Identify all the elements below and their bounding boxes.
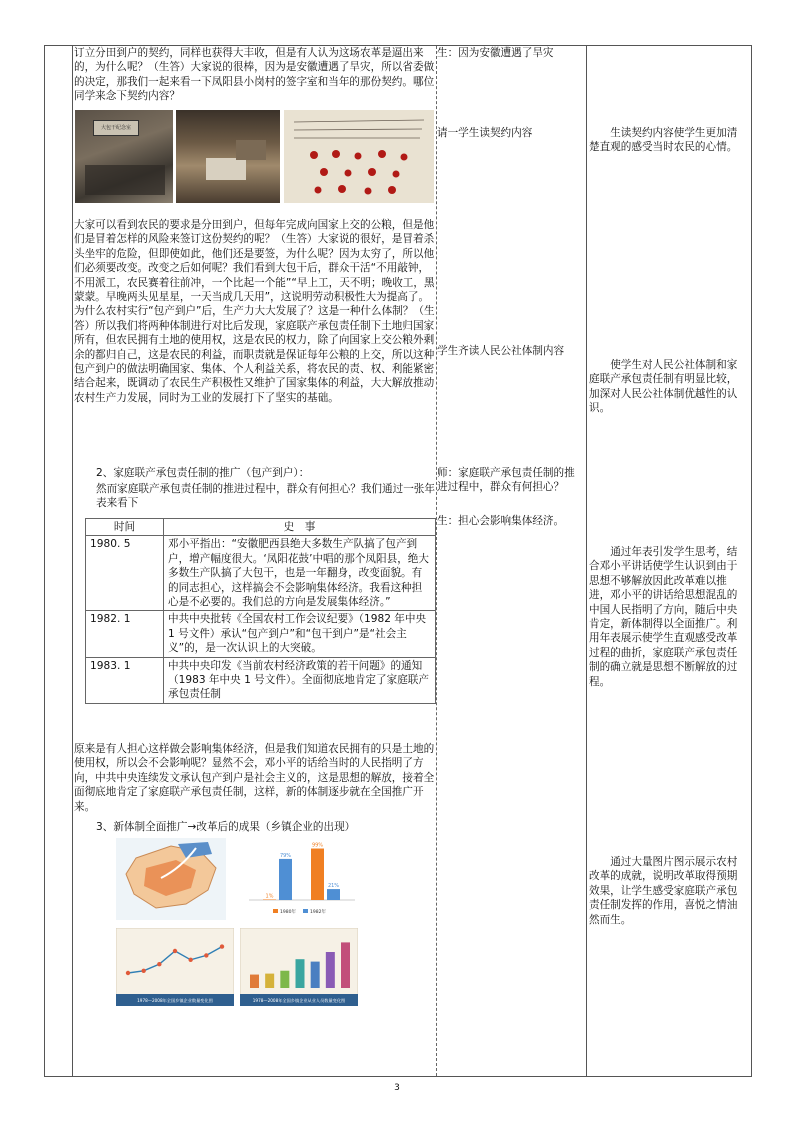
- activity-student-answer: 生：担心会影响集体经济。: [437, 515, 565, 527]
- chart-caption: 1978—2008年全国乡镇企业数量变化图: [137, 998, 213, 1003]
- chart-caption: 1978—2008年全国乡镇企业从业人员数量变化图: [252, 998, 346, 1003]
- timeline-event: 中共中央印发《当前农村经济政策的若干问题》的通知（1983 年中央 1 号文件）。全面彻底地肯定了家庭联产承包责任制: [164, 657, 436, 703]
- bar-value-label: 1%: [265, 893, 274, 900]
- activity-teacher-question: 师：家庭联产承包责任制的推进过程中，群众有何担心？: [437, 467, 575, 494]
- column-divider: [436, 46, 437, 1076]
- bar-value-label: 79%: [279, 852, 292, 859]
- bar-value-label: 99%: [311, 842, 324, 849]
- intent-comparison: 使学生对人民公社体制和家庭联产承包责任制有明显比较，加深对人民公社体制优越性的认识。: [589, 359, 738, 415]
- contract-document-photo: [284, 110, 434, 203]
- bar: [327, 889, 340, 900]
- bar: [311, 849, 324, 900]
- paragraph-contract-analysis: 大家可以看到农民的要求是分田到户，但每年完成向国家上交的公粮，但是他们是冒着怎样的风险来签订这份契约的呢？（生答）大家说的很好，是冒着杀头坐牢的危险，但即使如此，他们还是要签，为什么呢？因为太穷了，所以他们必须要改变。改变之后如何呢？我们看到大包干后，群众干活“不用敲钟，不用派工，农民赛着往前冲，一个比起一个能”“早上工，天不明；晚收工，黑蒙蒙。早晚两头见星星，一天当成几天用”，这说明劳动积极性大为提高了。为什么农村实行“包产到户”后，生产力大大发展了？这是一种什么体制？（生答）所以我们将两种体制进行对比后发现，家庭联产承包责任制下土地归国家所有，但农民拥有土地的使用权，这是农民的权力，除了向国家上交公粮外剩余的都归自己，这是农民的利益，而职责就是保证每年公粮的上交，所以这种包产到户的做法明确国家、集体、个人利益关系，将农民的责、权、利能紧密结合起来，既调动了农民生产积极性又维护了国家集体的利益，大大解放推动农村生产力发展，同时为工业的发展打下了坚实的基础。: [74, 219, 435, 404]
- column-bar: [280, 971, 289, 988]
- memorial-room-photo: [75, 110, 173, 203]
- page-number: 3: [394, 1083, 400, 1093]
- column-bar: [296, 959, 305, 988]
- bar: [263, 899, 276, 900]
- column-divider: [586, 46, 587, 1076]
- data-point: [141, 969, 145, 973]
- timeline-table: [85, 518, 436, 704]
- timeline-header-event: 史 事: [164, 519, 436, 536]
- line-chart: [116, 928, 234, 1006]
- data-point: [126, 971, 130, 975]
- column-chart: [240, 928, 358, 1006]
- legend-label: 1980年: [280, 910, 296, 915]
- intent-contract: 生读契约内容使学生更加清楚直观的感受当时农民的心情。: [589, 127, 738, 154]
- activity-read-commune: 学生齐读人民公社体制内容: [437, 345, 565, 357]
- timeline-event: 邓小平指出：“安徽肥西县绝大多数生产队搞了包产到户，增产幅度很大。‘凤阳花鼓’中唱的那个凤阳县，绝大多数生产队搞了大包干，也是一年翻身，改变面貌。有的同志担心，这样搞会不会影响集体经济。我看这种担心是不必要的。我们总的方向是发展集体经济。”: [164, 536, 436, 611]
- column-bar: [250, 975, 259, 988]
- data-point: [220, 944, 224, 948]
- intent-timeline: 通过年表引发学生思考，结合邓小平讲话使学生认识到由于思想不够解放因此改革难以推进，邓小平的讲话给思想混乱的中国人民指明了方向，随后中央肯定，新体制得以全面推广。利用年表展示使学生直观感受改革过程的曲折，家庭联产承包责任制的确立就是思想不断解放的过程。: [589, 546, 738, 688]
- timeline-time: 1980. 5: [86, 536, 164, 611]
- legend-swatch: [273, 909, 278, 913]
- legend-swatch: [303, 909, 308, 913]
- column-bar: [265, 974, 274, 988]
- heading-results: 3、新体制全面推广→改革后的成果（乡镇企业的出现）: [96, 821, 356, 833]
- intent-achievements: 通过大量图片图示展示农村改革的成就，说明改革取得预期效果，让学生感受家庭联产承包责任制发挥的作用，喜悦之情油然而生。: [589, 856, 738, 926]
- farmhouse-interior-photo: [176, 110, 280, 203]
- column-bar: [341, 942, 350, 988]
- activity-answer-drought: 生：因为安徽遭遇了旱灾: [437, 47, 554, 59]
- column-bar: [326, 952, 335, 988]
- data-point: [188, 958, 192, 962]
- timeline-event: 中共中央批转《全国农村工作会议纪要》（1982 年中央 1 号文件）承认“包产到户”和“包干到户”是“社会主义”的，是一次认识上的大突破。: [164, 611, 436, 657]
- column-bar: [311, 962, 320, 988]
- timeline-time: 1983. 1: [86, 657, 164, 703]
- table-row: [86, 657, 436, 703]
- bar: [279, 859, 292, 900]
- legend-label: 1982年: [310, 910, 326, 915]
- table-row: [86, 611, 436, 657]
- bar-value-label: 21%: [327, 883, 340, 890]
- table-row: [86, 536, 436, 611]
- timeline-header-row: [86, 519, 436, 536]
- activity-read-contract: 请一学生读契约内容: [437, 127, 533, 139]
- china-map-graphic: [116, 838, 226, 920]
- bar-chart: [235, 838, 360, 920]
- heading-promotion: 2、家庭联产承包责任制的推广（包产到户）：: [96, 467, 310, 479]
- data-point: [173, 949, 177, 953]
- paragraph-intro: 订立分田到户的契约，同样也获得大丰收，但是有人认为这场农革是逼出来的，为什么呢？（生答）大家说的很棒，因为是安徽遭遇了旱灾，所以省委做的决定，那我们一起来看一下凤阳县小岗村的签字室和当年的那份契约。哪位同学来念下契约内容？: [74, 47, 435, 103]
- timeline-time: 1982. 1: [86, 611, 164, 657]
- paragraph-concern: 然而家庭联产承包责任制的推进过程中，群众有何担心？我们通过一张年表来看下: [96, 483, 435, 510]
- paragraph-thought-liberation: 原来是有人担心这样做会影响集体经济，但是我们知道农民拥有的只是土地的使用权，所以会不会影响呢？显然不会，邓小平的话给当时的人民指明了方向，中共中央连续发文承认包产到户是社会主义的，这是思想的解放，接着全面彻底地肯定了家庭联产承包责任制，这样，新的体制逐步就在全国推广开来。: [74, 743, 435, 813]
- memorial-sign: 大包干纪念室: [93, 120, 139, 136]
- data-point: [204, 953, 208, 957]
- data-point: [157, 962, 161, 966]
- timeline-header-time: 时间: [86, 519, 164, 536]
- column-divider: [72, 46, 73, 1076]
